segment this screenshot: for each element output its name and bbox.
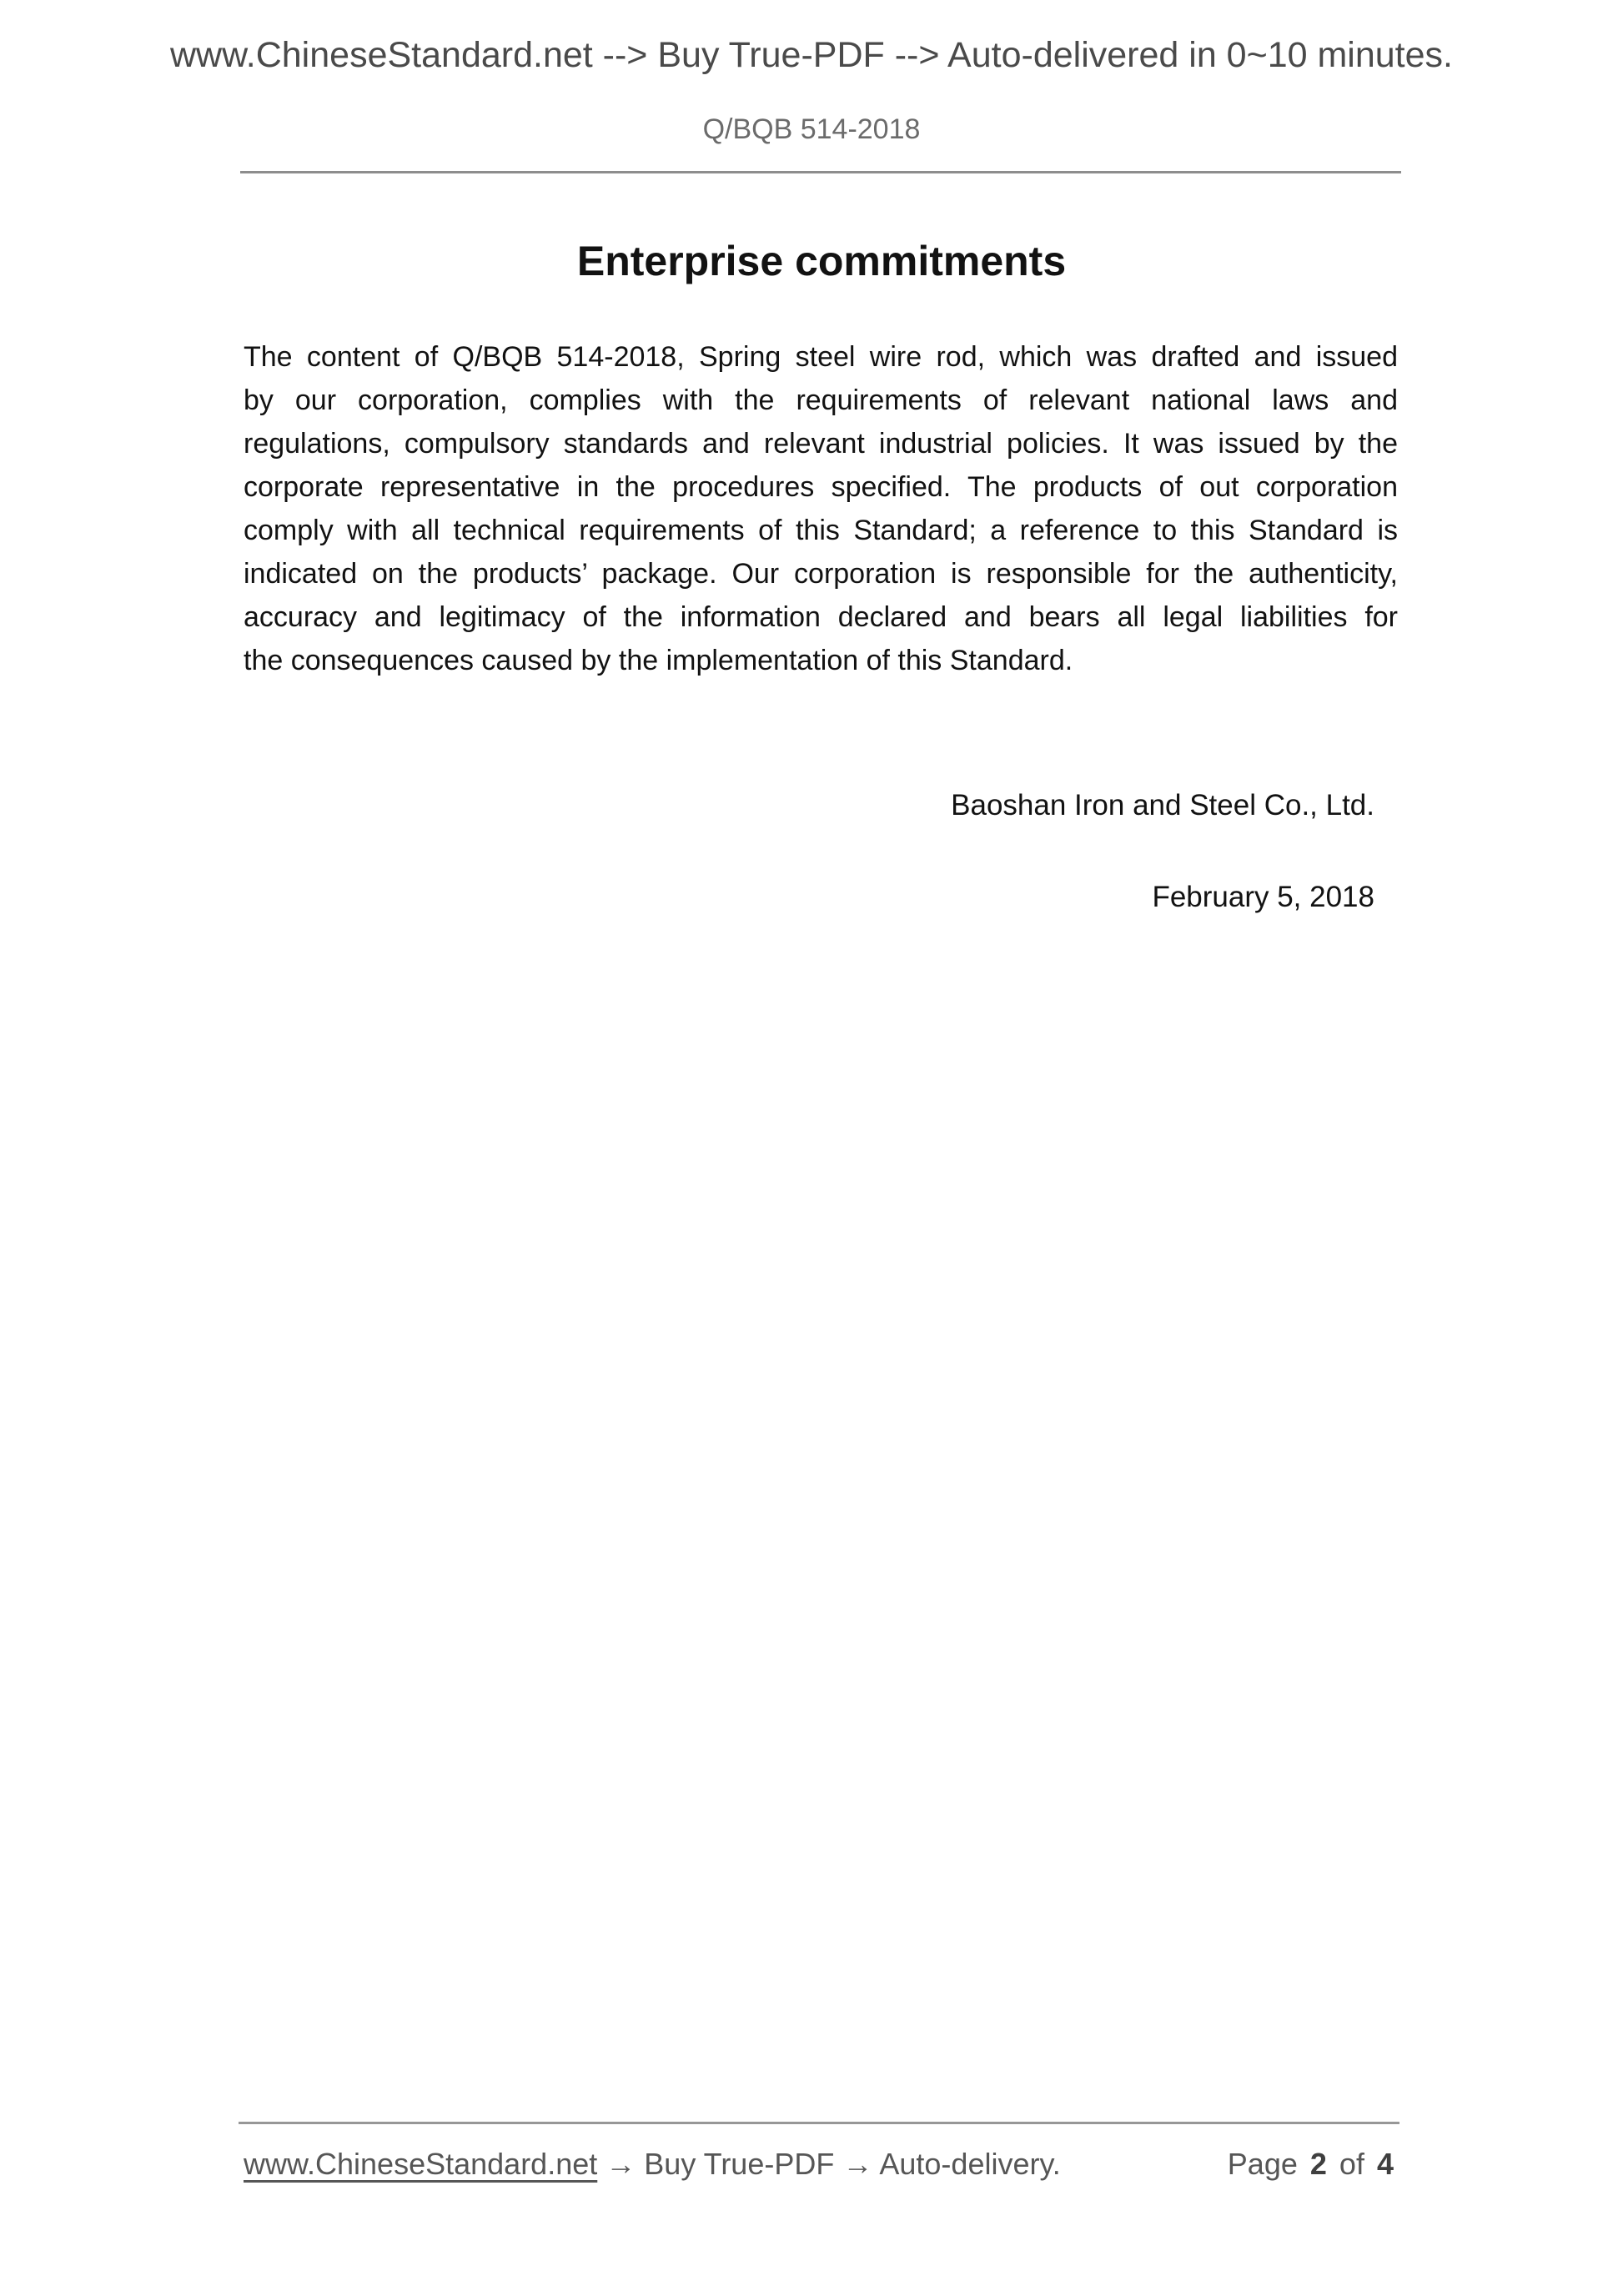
arrow-right-icon: →	[842, 2147, 873, 2181]
commitment-paragraph	[244, 335, 1398, 682]
paragraph-line: comply with all technical requirements of this Standard; a reference to this Standard is	[244, 515, 1398, 546]
paragraph-line: indicated on the products’ package. Our corporation is responsible for the authenticity,	[244, 558, 1398, 590]
page-total-number: 4	[1376, 2147, 1394, 2181]
footer-buy-text: Buy True-PDF	[644, 2147, 835, 2181]
footer-promo	[244, 2147, 1061, 2182]
footer	[244, 2147, 1398, 2182]
footer-divider	[239, 2122, 1399, 2124]
paragraph-line: by our corporation, complies with the requirements of relevant national laws and	[244, 384, 1398, 416]
footer-delivery-text: Auto-delivery.	[879, 2147, 1061, 2181]
signature-date: February 5, 2018	[1152, 881, 1374, 913]
doc-code: Q/BQB 514-2018	[702, 113, 921, 145]
header-promo-text: www.ChineseStandard.net --> Buy True-PDF --> Auto-delivered in 0~10 minutes.	[169, 35, 1453, 75]
paragraph-line: accuracy and legitimacy of the information declared and bears all legal liabilities for	[244, 601, 1398, 633]
signature-company: Baoshan Iron and Steel Co., Ltd.	[951, 789, 1374, 821]
page-indicator	[1228, 2147, 1398, 2182]
paragraph-line: the consequences caused by the implementation of this Standard.	[244, 645, 1073, 676]
page-of-label: of	[1339, 2147, 1364, 2181]
footer-site-link[interactable]: www.ChineseStandard.net	[244, 2147, 598, 2181]
page-title: Enterprise commitments	[576, 238, 1067, 284]
page-label: Page	[1227, 2147, 1298, 2181]
arrow-right-icon: →	[605, 2147, 636, 2181]
page-current-number: 2	[1309, 2147, 1327, 2181]
header-divider	[240, 171, 1401, 173]
paragraph-line: The content of Q/BQB 514-2018, Spring steel wire rod, which was drafted and issued	[244, 341, 1398, 373]
paragraph-line: regulations, compulsory standards and relevant industrial policies. It was issued by the	[244, 428, 1398, 460]
paragraph-line: corporate representative in the procedures specified. The products of out corporation	[244, 471, 1398, 503]
